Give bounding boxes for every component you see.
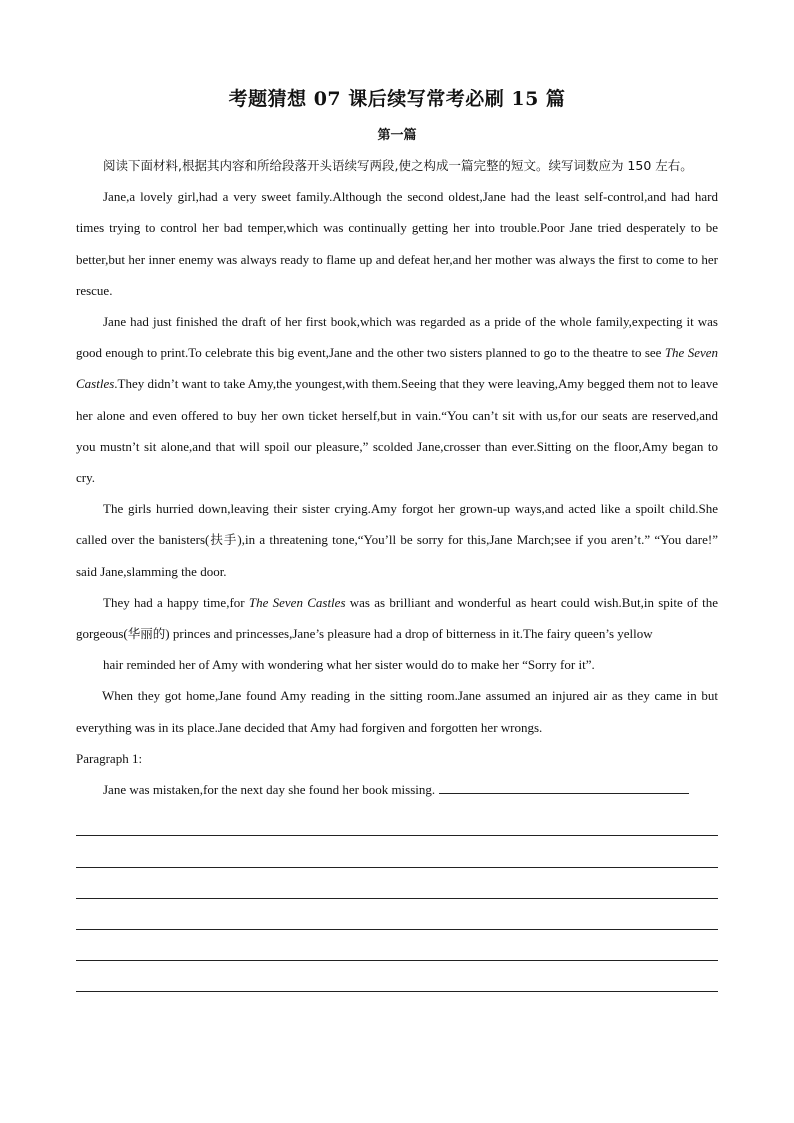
task-label: Paragraph 1: xyxy=(76,750,143,766)
answer-line[interactable] xyxy=(76,961,718,992)
answer-line[interactable] xyxy=(76,805,718,836)
task-prompt: Jane was mistaken,for the next day she found her book missing. xyxy=(103,782,436,798)
answer-line[interactable] xyxy=(76,868,718,899)
answer-inline-blank[interactable] xyxy=(439,779,689,794)
story-paragraph-6: When they got home,Jane found Amy reading in the sitting room.Jane assumed an injured air as they came in but everything was in its place.Jane decided that Amy had forgiven and forgotten her wrongs. xyxy=(76,688,718,735)
book-title: The Seven Castles xyxy=(76,345,719,392)
story-paragraph-1: Jane,a lovely girl,had a very sweet family.Although the second oldest,Jane had the least self-control,and had hard times trying to control her bad temper,which was continually getting her into trouble.Poor Jane tried desperately to be better,but her inner enemy was always ready to flame up and defeat her,and her mother was always the first to come to her rescue. xyxy=(76,189,718,298)
section-subtitle: 第一篇 xyxy=(377,128,417,143)
story-paragraph-4: They had a happy time,for The Seven Castles was as brilliant and wonderful as heart could wish.But,in spite of the gorgeous(华丽的) princes and princesses,Jane’s pleasure had a drop of bitterness in it.The fairy queen’s yellow xyxy=(76,594,718,642)
page-title: 考题猜想 07 课后续写常考必刷 15 篇 xyxy=(228,88,566,110)
task-prompt-line xyxy=(76,774,718,805)
answer-line[interactable] xyxy=(76,930,718,961)
answer-line[interactable] xyxy=(76,836,718,867)
document-body xyxy=(76,150,718,992)
story-paragraph-5: hair reminded her of Amy with wondering what her sister would do to make her “Sorry for it”. xyxy=(103,657,595,673)
book-title: The Seven Castles xyxy=(248,594,346,610)
answer-lines xyxy=(76,805,718,992)
instructions: 阅读下面材料,根据其内容和所给段落开头语续写两段,使之构成一篇完整的短文。续写词数应为 150 左右。 xyxy=(103,158,693,173)
answer-line[interactable] xyxy=(76,899,718,930)
story-paragraph-2: Jane had just finished the draft of her first book,which was regarded as a pride of the whole family,expecting it was good enough to print.To celebrate this big event,Jane and the other two sisters planned to go to the theatre to see The Seven Castles.They didn’t want to take Amy,the youngest,with them.Seeing that they were leaving,Amy begged them not to leave her alone and even offered to buy her own ticket herself,but in vain.“You can’t sit with us,for our seats are reserved,and you mustn’t sit alone,and that will spoil our pleasure,” scolded Jane,crosser than ever.Sitting on the floor,Amy began to cry. xyxy=(76,314,719,486)
story-paragraph-3: The girls hurried down,leaving their sister crying.Amy forgot her grown-up ways,and acted like a spoilt child.She called over the banisters(扶手),in a threatening tone,“You’ll be sorry for this,Jane March;see if you aren’t.” “You dare!” said Jane,slamming the door. xyxy=(76,501,718,579)
